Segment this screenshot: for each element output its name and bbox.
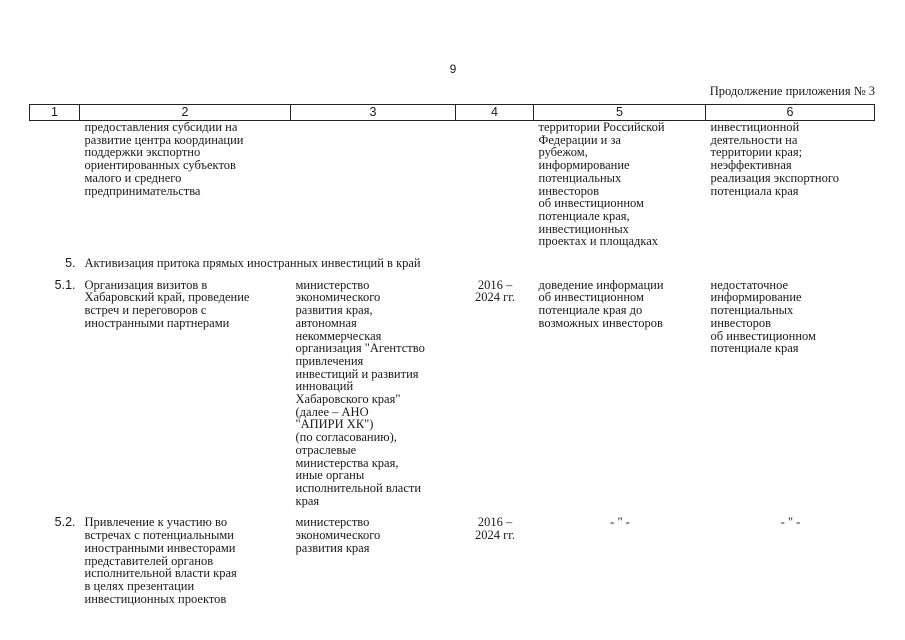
column-header-5: 5 (534, 105, 706, 121)
section-row (30, 256, 875, 278)
executors-cell: министерство экономического развития края, автономная некоммерческая организация "Агентство привлечения инвестиций и развития инноваций Хабаровского края" (далее – АНО "АПИРИ ХК") (по согласованию), отраслевые министерства края, иные органы исполнительной власти края (295, 277, 425, 508)
result-cell: доведение информации об инвестиционном потенциале края до возможных инвесторов (538, 277, 664, 330)
executors-cell: министерство экономического развития края (295, 515, 381, 555)
activity-cell: Привлечение к участию во встречах с потенциальными иностранными инвесторами представителей органов исполнительной власти края в целях презентации инвестиционных проектов (84, 515, 237, 606)
result-cell: - " - (610, 515, 630, 530)
activity-cell: предоставления субсидии на развитие центра координации поддержки экспортно ориентированных субъектов малого и среднего предпринимательства (84, 120, 244, 198)
column-header-3: 3 (291, 105, 456, 121)
row-number (30, 121, 80, 257)
term-cell: 2016 – 2024 гг. (474, 277, 516, 305)
section-number: 5. (65, 256, 76, 271)
column-header-1: 1 (30, 105, 80, 121)
consequences-cell: инвестиционной деятельности на территории края; неэффективная реализация экспортного потенциала края (710, 120, 839, 198)
row-number: 5.2. (54, 515, 76, 530)
term-cell: 2016 – 2024 гг. (474, 515, 516, 543)
column-header-2: 2 (80, 105, 291, 121)
executors-cell (291, 121, 456, 257)
header-row (30, 105, 875, 121)
table-row (30, 121, 875, 257)
column-header-6: 6 (706, 105, 875, 121)
activity-cell: Организация визитов в Хабаровский край, проведение встреч и переговоров с иностранными партнерами (84, 277, 250, 330)
continuation-label: Продолжение приложения № 3 (709, 84, 875, 98)
consequences-cell: - " - (780, 515, 801, 530)
result-cell: территории Российской Федерации и за рубежом, информирование потенциальных инвесторов об инвестиционном потенциале края, инвестиционных проектах и площадках (538, 120, 665, 249)
term-cell (456, 121, 534, 257)
appendix-table (29, 104, 875, 613)
consequences-cell: недостаточное информирование потенциальных инвесторов об инвестиционном потенциале края (710, 277, 816, 356)
table-row (30, 515, 875, 613)
column-header-4: 4 (456, 105, 534, 121)
page-number: 9 (449, 62, 457, 76)
row-number: 5.1. (54, 277, 76, 292)
table-row (30, 278, 875, 516)
section-title: Активизация притока прямых иностранных инвестиций в край (84, 256, 421, 271)
